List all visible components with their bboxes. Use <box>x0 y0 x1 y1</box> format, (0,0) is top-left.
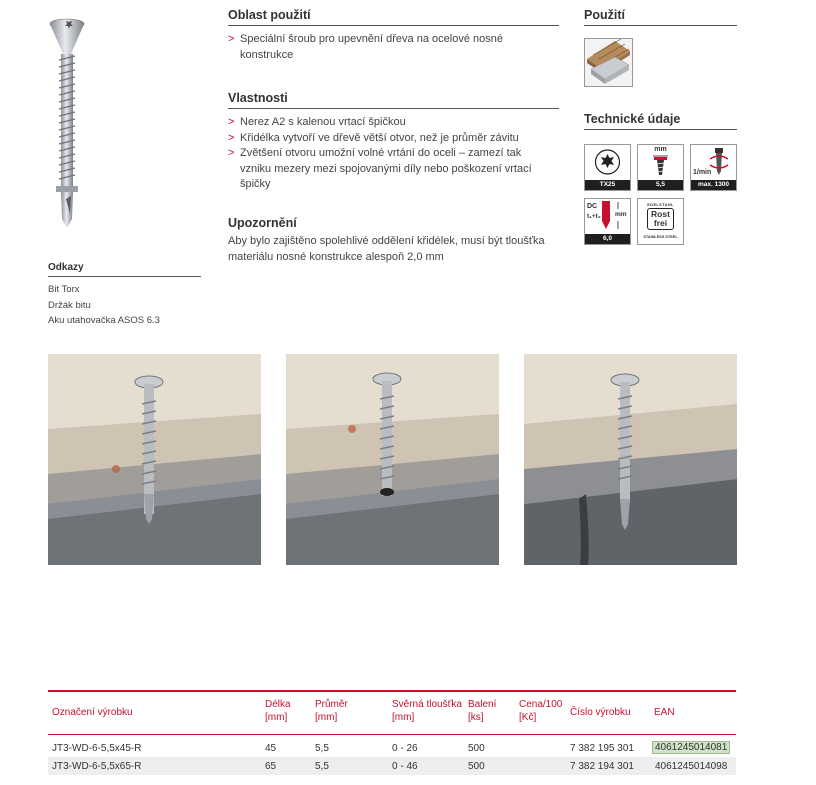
cell-pack: 500 <box>468 743 485 754</box>
product-table <box>48 690 736 775</box>
installation-photo-1 <box>48 354 261 565</box>
table-row <box>48 757 736 775</box>
properties-divider <box>228 108 559 109</box>
usage-divider <box>228 25 559 26</box>
header-article: Číslo výrobku <box>570 707 631 718</box>
application-divider <box>584 25 737 26</box>
properties-list <box>228 115 546 193</box>
cell-diameter: 5,5 <box>315 743 329 754</box>
application-title: Použití <box>584 8 625 22</box>
dc-sub-label: t₁+t₂ <box>587 213 601 220</box>
torx-drive-icon <box>584 144 631 191</box>
stainless-bottom-text: STAINLESS STEEL <box>643 235 678 239</box>
application-image <box>584 38 633 87</box>
diameter-label: 5,5 <box>638 180 683 190</box>
dc-unit: mm <box>615 211 627 218</box>
technical-divider <box>584 129 737 130</box>
dc-value: 6,0 <box>585 234 630 244</box>
stainless-steel-icon <box>637 198 684 245</box>
technical-title: Technické údaje <box>584 112 681 126</box>
property-item: > Zvětšení otvoru umožní volné vrtání do oceli – zamezí tak vzniku mezery mezi spojovanými díly nebo poškození vrtací špičky <box>228 146 546 193</box>
ean-highlight[interactable]: 4061245014081 <box>652 741 730 754</box>
diameter-icon <box>637 144 684 191</box>
reference-item[interactable]: Držák bitu <box>48 299 91 311</box>
header-diameter: Průměr [mm] <box>315 699 348 723</box>
table-row <box>48 739 736 757</box>
stainless-main-text: Rost frei <box>647 208 674 230</box>
cell-designation[interactable]: JT3-WD-6-5,5x45-R <box>52 743 142 754</box>
warning-text: Aby bylo zajištěno spolehlivé oddělení křidélek, musí být tloušťka materiálu nosné konstrukce alespoň 2,0 mm <box>228 235 545 263</box>
installation-photo-2 <box>286 354 499 565</box>
header-length: Délka [mm] <box>265 699 291 723</box>
warning-title: Upozornění <box>228 216 297 230</box>
cell-clamp: 0 - 26 <box>392 743 418 754</box>
references-title: Odkazy <box>48 262 84 273</box>
cell-ean[interactable] <box>652 741 730 754</box>
references-divider <box>48 276 201 277</box>
cell-clamp: 0 - 46 <box>392 761 418 772</box>
dc-label: DC <box>587 203 598 210</box>
speed-unit: 1/min <box>693 169 712 176</box>
references-list <box>48 282 160 329</box>
cell-ean[interactable]: 4061245014098 <box>655 761 728 772</box>
cell-designation[interactable]: JT3-WD-6-5,5x65-R <box>52 761 142 772</box>
product-screw-image <box>44 14 90 234</box>
usage-item: > Speciální šroub pro upevnění dřeva na ocelové nosné konstrukce <box>228 32 546 63</box>
table-header <box>48 690 736 735</box>
header-designation: Označení výrobku <box>52 707 133 718</box>
header-ean: EAN <box>654 707 675 718</box>
header-pack: Balení [ks] <box>468 699 497 723</box>
speed-drill-icon <box>690 144 737 191</box>
speed-label: max. 1300 <box>691 180 736 190</box>
cell-length: 45 <box>265 743 277 754</box>
usage-title: Oblast použití <box>228 8 311 22</box>
torx-label: TX25 <box>585 180 630 190</box>
header-clamp: Svěrná tloušťka [mm] <box>392 699 462 723</box>
cell-article: 7 382 194 301 <box>570 761 634 772</box>
usage-list <box>228 32 546 63</box>
reference-item[interactable]: Aku utahovačka ASOS 6.3 <box>48 315 160 326</box>
cell-length: 65 <box>265 761 277 772</box>
reference-item[interactable]: Bit Torx <box>48 284 80 295</box>
installation-photo-3 <box>524 354 737 565</box>
cell-pack: 500 <box>468 761 485 772</box>
property-item: > Nerez A2 s kalenou vrtací špičkou <box>228 115 546 131</box>
cell-diameter: 5,5 <box>315 761 329 772</box>
stainless-top-text: EDELSTAHL <box>647 202 674 207</box>
properties-title: Vlastnosti <box>228 91 288 105</box>
header-price: Cena/100 [Kč] <box>519 699 563 723</box>
drill-capacity-icon <box>584 198 631 245</box>
diameter-unit: mm <box>654 146 667 153</box>
property-item: > Křidélka vytvoří ve dřevě větší otvor, než je průměr závitu <box>228 131 546 147</box>
cell-article: 7 382 195 301 <box>570 743 634 754</box>
